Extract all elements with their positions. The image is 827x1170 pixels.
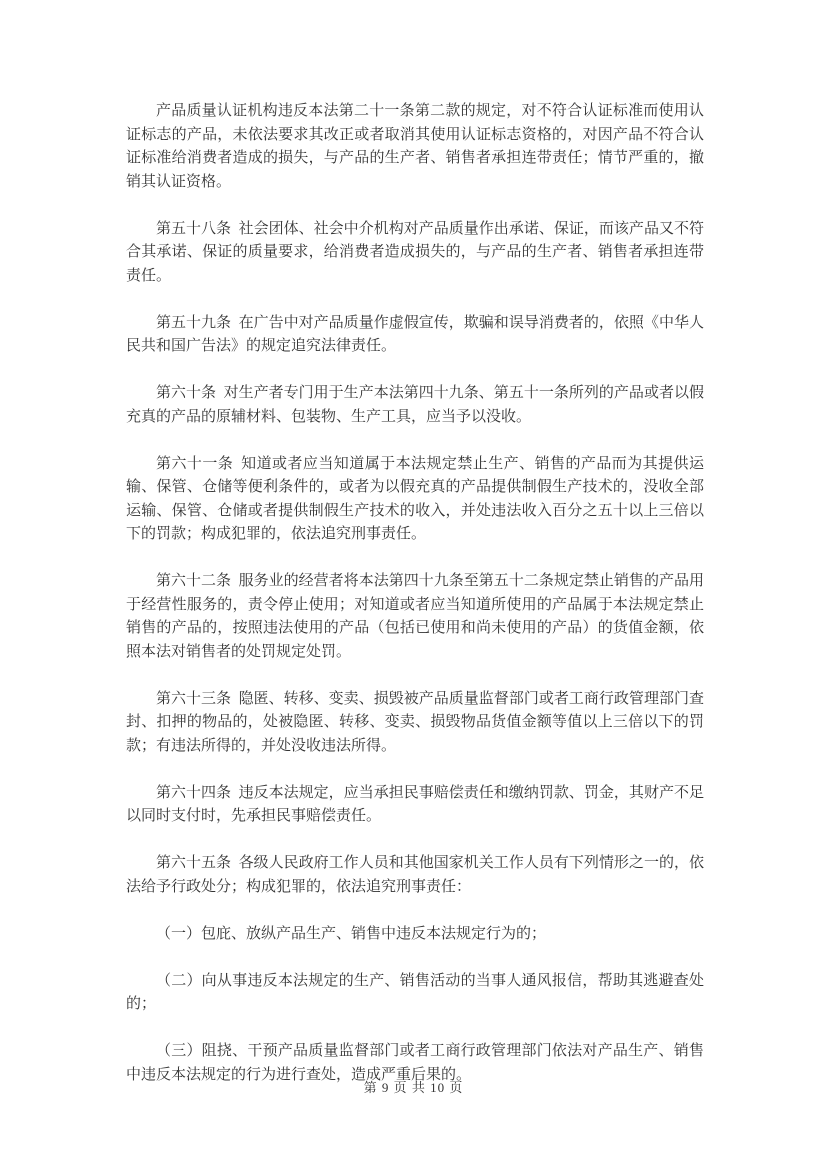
paragraph-article-64: 第六十四条 违反本法规定，应当承担民事赔偿责任和缴纳罚款、罚金，其财产不足以同时支付时，先承担民事赔偿责任。 [126,784,704,824]
document-body [126,100,704,1111]
paragraph-article-63: 第六十三条 隐匿、转移、变卖、损毁被产品质量监督部门或者工商行政管理部门查封、扣押的物品的，处被隐匿、转移、变卖、损毁物品货值金额等值以上三倍以下的罚款；有违法所得的，并处没收违法所得。 [126,690,704,754]
page-number-footer: 第 9 页 共 10 页 [363,1080,464,1095]
paragraph-article-58: 第五十八条 社会团体、社会中介机构对产品质量作出承诺、保证，而该产品又不符合其承诺、保证的质量要求，给消费者造成损失的，与产品的生产者、销售者承担连带责任。 [126,220,704,284]
paragraph: 产品质量认证机构违反本法第二十一条第二款的规定，对不符合认证标准而使用认证标志的产品，未依法要求其改正或者取消其使用认证标志资格的，对因产品不符合认证标准给消费者造成的损失，与产品的生产者、销售者承担连带责任；情节严重的，撤销其认证资格。 [126,103,704,190]
paragraph-article-61: 第六十一条 知道或者应当知道属于本法规定禁止生产、销售的产品而为其提供运输、保管、仓储等便利条件的，或者为以假充真的产品提供制假生产技术的，没收全部运输、保管、仓储或者提供制假生产技术的收入，并处违法收入百分之五十以上三倍以下的罚款；构成犯罪的，依法追究刑事责任。 [126,455,704,542]
paragraph-article-60: 第六十条 对生产者专门用于生产本法第四十九条、第五十一条所列的产品或者以假充真的产品的原辅材料、包装物、生产工具，应当予以没收。 [126,385,704,425]
paragraph-article-65: 第六十五条 各级人民政府工作人员和其他国家机关工作人员有下列情形之一的，依法给予行政处分；构成犯罪的，依法追究刑事责任： [126,855,704,895]
list-item-2: （二）向从事违反本法规定的生产、销售活动的当事人通风报信，帮助其逃避查处的； [126,972,704,1012]
paragraph-article-59: 第五十九条 在广告中对产品质量作虚假宣传，欺骗和误导消费者的，依照《中华人民共和国广告法》的规定追究法律责任。 [126,314,704,354]
paragraph-article-62: 第六十二条 服务业的经营者将本法第四十九条至第五十二条规定禁止销售的产品用于经营性服务的，责令停止使用；对知道或者应当知道所使用的产品属于本法规定禁止销售的产品的，按照违法使用的产品（包括已使用和尚未使用的产品）的货值金额，依照本法对销售者的处罚规定处罚。 [126,573,704,660]
list-item-1: （一）包庇、放纵产品生产、销售中违反本法规定行为的； [156,925,547,942]
list-item-3: （三）阻挠、干预产品质量监督部门或者工商行政管理部门依法对产品生产、销售中违反本法规定的行为进行查处，造成严重后果的。 [126,1043,704,1083]
